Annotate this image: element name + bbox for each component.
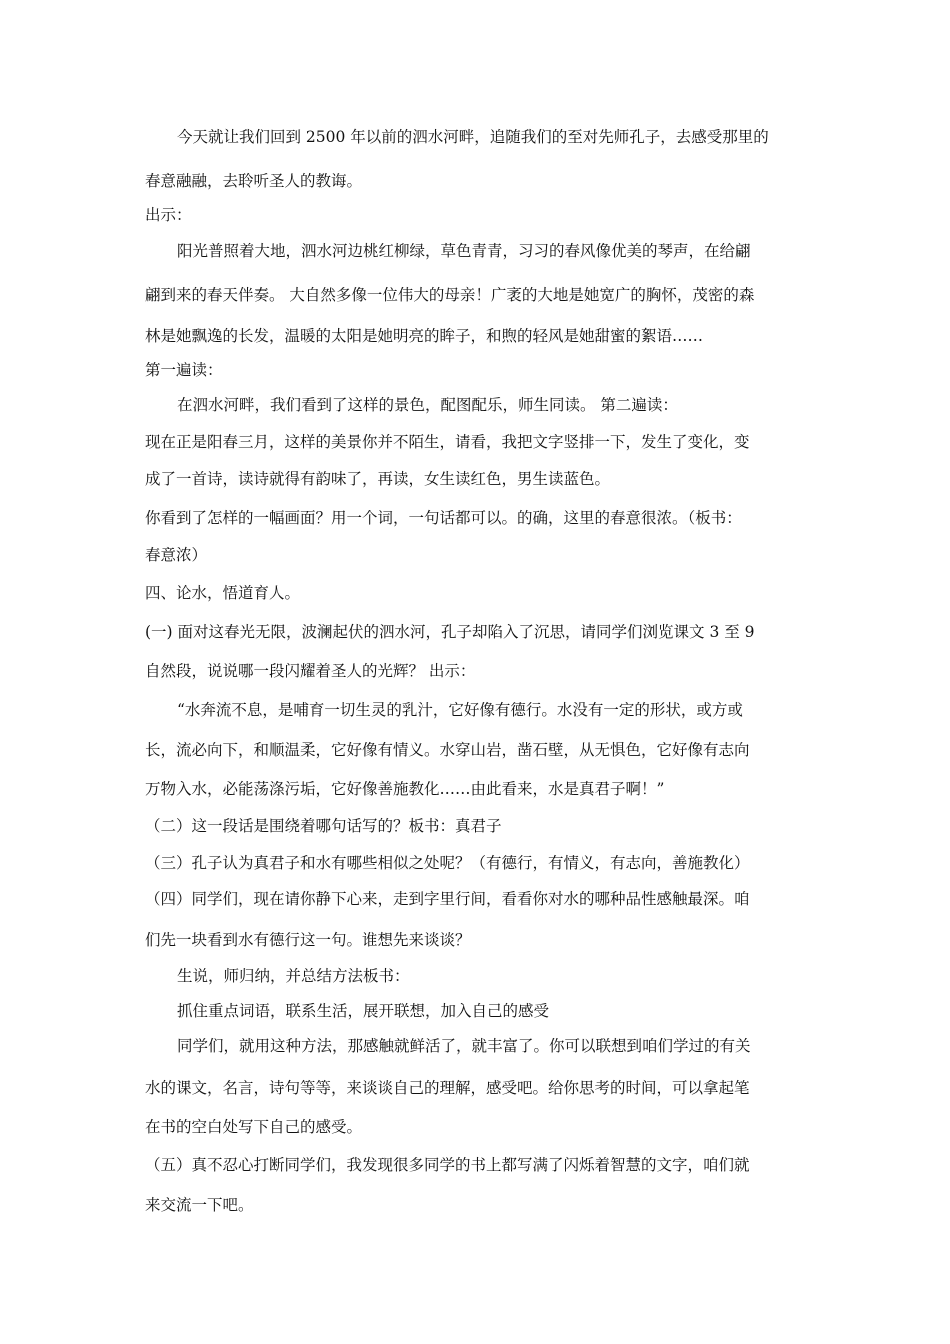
text-line: 在书的空白处写下自己的感受。 xyxy=(145,1118,363,1136)
text-line: 出示： xyxy=(145,206,192,224)
text-line: （四）同学们，现在请你静下心来，走到字里行间，看看你对水的哪种品性感触最深。咱 xyxy=(145,890,750,908)
text-line: 林是她飘逸的长发，温暖的太阳是她明亮的眸子，和煦的轻风是她甜蜜的絮语…… xyxy=(145,327,704,345)
quote-line: 长，流必向下，和顺温柔，它好像有情义。水穿山岩，凿石壁，从无惧色，它好像有志向 xyxy=(145,741,750,759)
text-line: 抓住重点词语，联系生活，展开联想，加入自己的感受 xyxy=(177,1002,550,1020)
text-line: 春意融融，去聆听圣人的教诲。 xyxy=(145,172,363,190)
text-line: 现在正是阳春三月，这样的美景你并不陌生，请看，我把文字竖排一下，发生了变化，变 xyxy=(145,433,750,451)
text-line: 同学们，就用这种方法，那感触就鲜活了，就丰富了。你可以联想到咱们学过的有关 xyxy=(177,1037,751,1055)
text-line: 生说，师归纳，并总结方法板书： xyxy=(177,967,410,985)
section-heading: 四、论水，悟道育人。 xyxy=(145,584,301,602)
text-line: (一) 面对这春光无限，波澜起伏的泗水河，孔子却陷入了沉思，请同学们浏览课文 3 至 9 xyxy=(145,623,755,641)
text-line: 你看到了怎样的一幅画面？用一个词，一句话都可以。的确，这里的春意很浓。（板书： xyxy=(145,509,742,527)
text-line: （三）孔子认为真君子和水有哪些相似之处呢？（有德行，有情义，有志向，善施教化） xyxy=(145,854,750,872)
quote-line: 万物入水，必能荡涤污垢，它好像善施教化……由此看来，水是真君子啊！” xyxy=(145,780,665,798)
text-line: 自然段，说说哪一段闪耀着圣人的光辉？ 出示： xyxy=(145,662,476,680)
text-line: 翩到来的春天伴奏。 大自然多像一位伟大的母亲！广袤的大地是她宽广的胸怀，茂密的森 xyxy=(145,286,755,304)
text-line: 阳光普照着大地，泗水河边桃红柳绿，草色青青，习习的春风像优美的琴声，在给翩 xyxy=(177,242,751,260)
text-line: 今天就让我们回到 2500 年以前的泗水河畔，追随我们的至对先师孔子，去感受那里的 xyxy=(177,128,769,146)
text-line: 第一遍读： xyxy=(145,361,223,379)
quote-line: “水奔流不息，是哺育一切生灵的乳汁，它好像有德行。水没有一定的形状，或方或 xyxy=(177,701,743,719)
text-line: 来交流一下吧。 xyxy=(145,1196,254,1214)
text-line: （五）真不忍心打断同学们，我发现很多同学的书上都写满了闪烁着智慧的文字，咱们就 xyxy=(145,1156,750,1174)
text-line: （二）这一段话是围绕着哪句话写的？板书：真君子 xyxy=(145,817,502,835)
text-line: 水的课文，名言，诗句等等，来谈谈自己的理解，感受吧。给你思考的时间，可以拿起笔 xyxy=(145,1079,750,1097)
text-line: 在泗水河畔，我们看到了这样的景色，配图配乐，师生同读。 第二遍读： xyxy=(177,396,678,414)
text-line: 春意浓） xyxy=(145,546,208,564)
text-line: 们先一块看到水有德行这一句。谁想先来谈谈？ xyxy=(145,931,471,949)
text-line: 成了一首诗，读诗就得有韵味了，再读，女生读红色，男生读蓝色。 xyxy=(145,470,611,488)
